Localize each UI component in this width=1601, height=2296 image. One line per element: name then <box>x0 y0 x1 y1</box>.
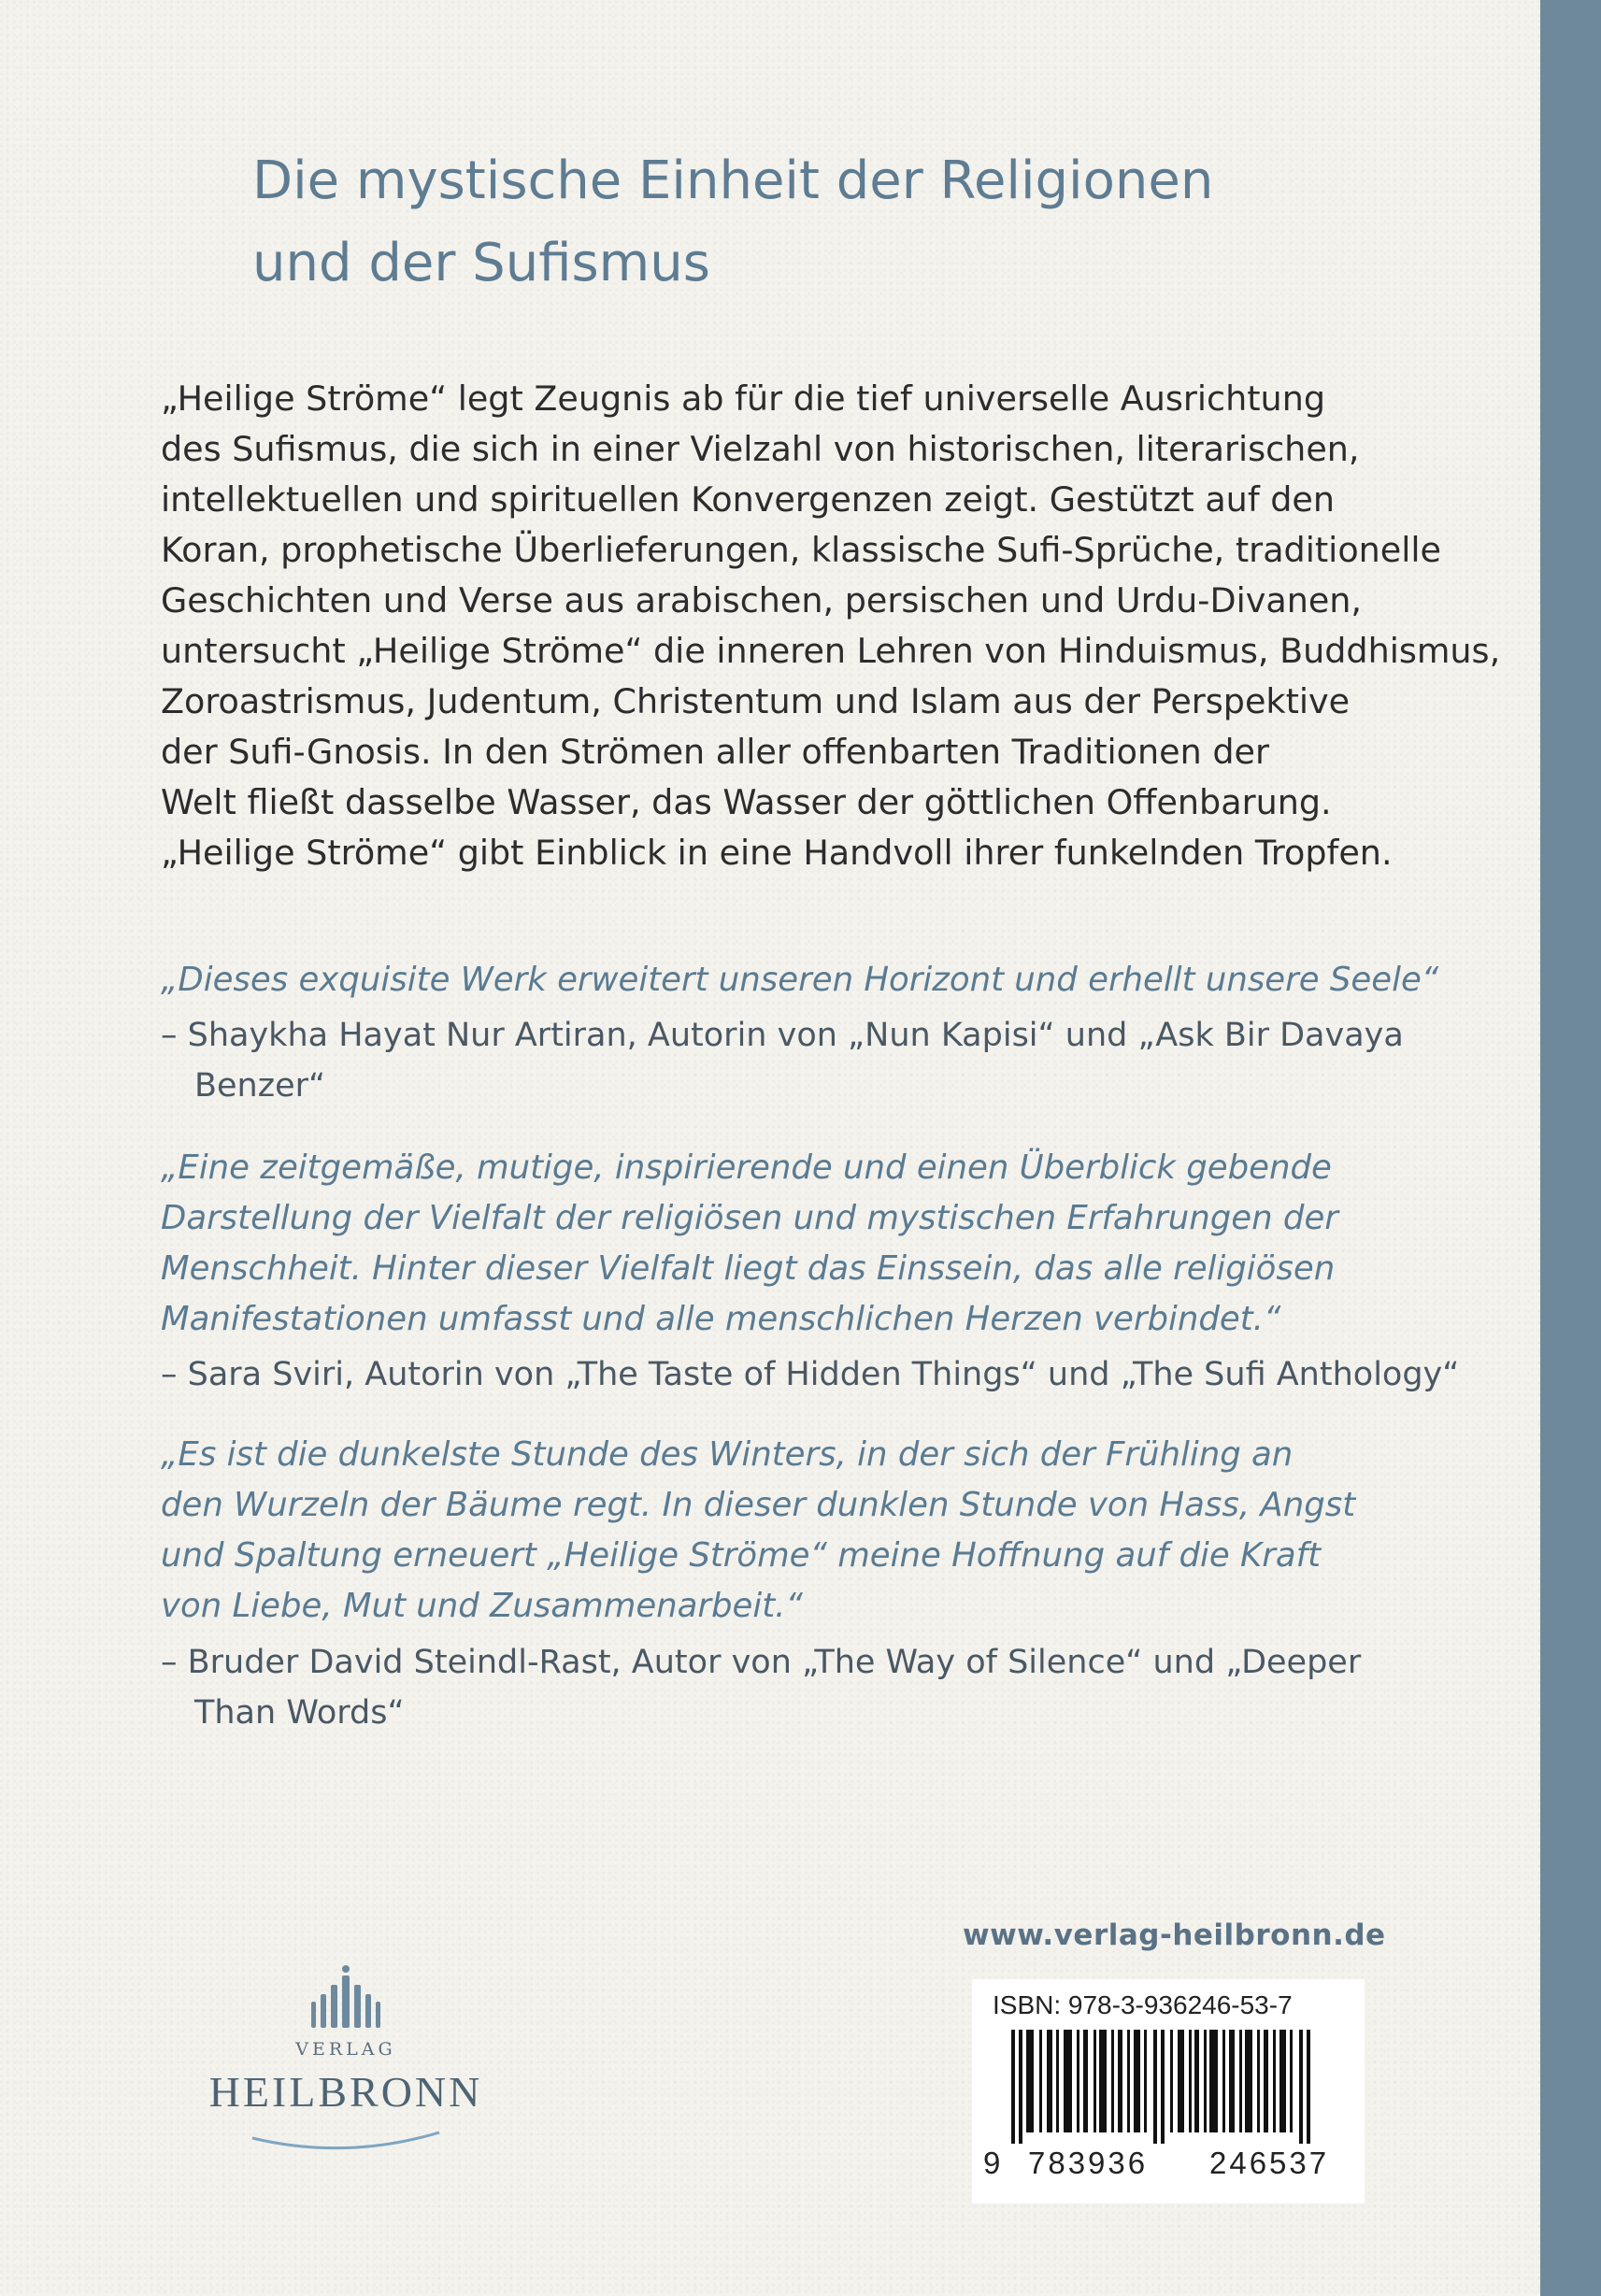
attribution-line: Benzer“ <box>194 1067 326 1105</box>
quote-artiran <box>161 955 1451 1005</box>
publisher-name: HEILBRONN <box>208 2068 483 2116</box>
blurb-line: intellektuellen und spirituellen Konvergenzen zeigt. Gestützt auf den <box>161 479 1336 520</box>
blurb-line: untersucht „Heilige Ströme“ die inneren Lehren von Hinduismus, Buddhismus, <box>161 631 1501 671</box>
attribution-line: Than Words“ <box>194 1694 405 1732</box>
barcode-digit-prefix: 9 <box>983 2146 1001 2180</box>
quote-attribution <box>161 1637 1451 1738</box>
quote-attribution <box>161 1349 1460 1400</box>
quote-line: Manifestationen umfasst und alle menschlichen Herzen verbindet.“ <box>161 1300 1281 1338</box>
blurb-line: Geschichten und Verse aus arabischen, persischen und Urdu-Divanen, <box>161 580 1363 620</box>
quote-line: „Eine zeitgemäße, mutige, inspirierende und einen Überblick gebende <box>161 1148 1332 1187</box>
blurb-line: der Sufi-Gnosis. In den Strömen aller offenbarten Traditionen der <box>161 732 1269 772</box>
quote-line: von Liebe, Mut und Zusammenarbeit.“ <box>161 1587 803 1625</box>
title-line: Die mystische Einheit der Religionen <box>252 150 1214 211</box>
blurb-line: Welt fließt dasselbe Wasser, das Wasser der göttlichen Offenbarung. <box>161 782 1332 822</box>
quote-line: „Dieses exquisite Werk erweitert unseren Horizont und erhellt unsere Seele“ <box>161 961 1439 999</box>
quote-line: „Es ist die dunkelste Stunde des Winters, in der sich der Frühling an <box>161 1435 1294 1474</box>
swoosh-icon <box>252 2132 439 2148</box>
quote-line: Darstellung der Vielfalt der religiösen und mystischen Erfahrungen der <box>161 1199 1338 1237</box>
quote-line: den Wurzeln der Bäume regt. In dieser dunklen Stunde von Hass, Angst <box>161 1486 1356 1524</box>
attribution-line: – Sara Sviri, Autorin von „The Taste of Hidden Things“ und „The Sufi Anthology“ <box>161 1356 1460 1393</box>
blurb-line: Zoroastrismus, Judentum, Christentum und Islam aus der Perspektive <box>161 681 1351 721</box>
publisher-label: VERLAG <box>295 2039 396 2060</box>
isbn-barcode <box>972 1979 1365 2203</box>
barcode-icon <box>993 2030 1348 2144</box>
quote-steindl-rast <box>161 1430 1451 1632</box>
blurb-paragraph <box>161 374 1501 878</box>
page-title <box>252 140 1374 305</box>
barcode-digits-right: 246537 <box>1209 2146 1330 2180</box>
quote-attribution <box>161 1010 1451 1111</box>
attribution-line: – Bruder David Steindl-Rast, Autor von „The Way of Silence“ und „Deeper <box>161 1644 1362 1681</box>
spine-strip <box>1540 0 1601 2296</box>
attribution-line: – Shaykha Hayat Nur Artiran, Autorin von „Nun Kapisi“ und „Ask Bir Davaya <box>161 1017 1404 1054</box>
organ-pipes-icon <box>159 1962 533 2159</box>
blurb-line: „Heilige Ströme“ gibt Einblick in eine Handvoll ihrer funkelnden Tropfen. <box>161 833 1393 873</box>
blurb-line: „Heilige Ströme“ legt Zeugnis ab für die tief universelle Ausrichtung <box>161 378 1325 419</box>
quote-line: und Spaltung erneuert „Heilige Ströme“ meine Hoffnung auf die Kraft <box>161 1536 1322 1575</box>
publisher-url[interactable]: www.verlag-heilbronn.de <box>963 1918 1386 1952</box>
isbn-label: ISBN: 978-3-936246-53-7 <box>993 1990 1293 2019</box>
quote-line: Menschheit. Hinter dieser Vielfalt liegt das Einssein, das alle religiösen <box>161 1249 1336 1288</box>
publisher-logo <box>159 1962 533 2159</box>
title-line: und der Sufismus <box>252 233 710 293</box>
quote-sviri <box>161 1143 1451 1345</box>
blurb-line: Koran, prophetische Überlieferungen, klassische Sufi-Sprüche, traditionelle <box>161 530 1441 570</box>
barcode-digits-left: 783936 <box>1028 2146 1149 2180</box>
blurb-line: des Sufismus, die sich in einer Vielzahl von historischen, literarischen, <box>161 429 1360 469</box>
